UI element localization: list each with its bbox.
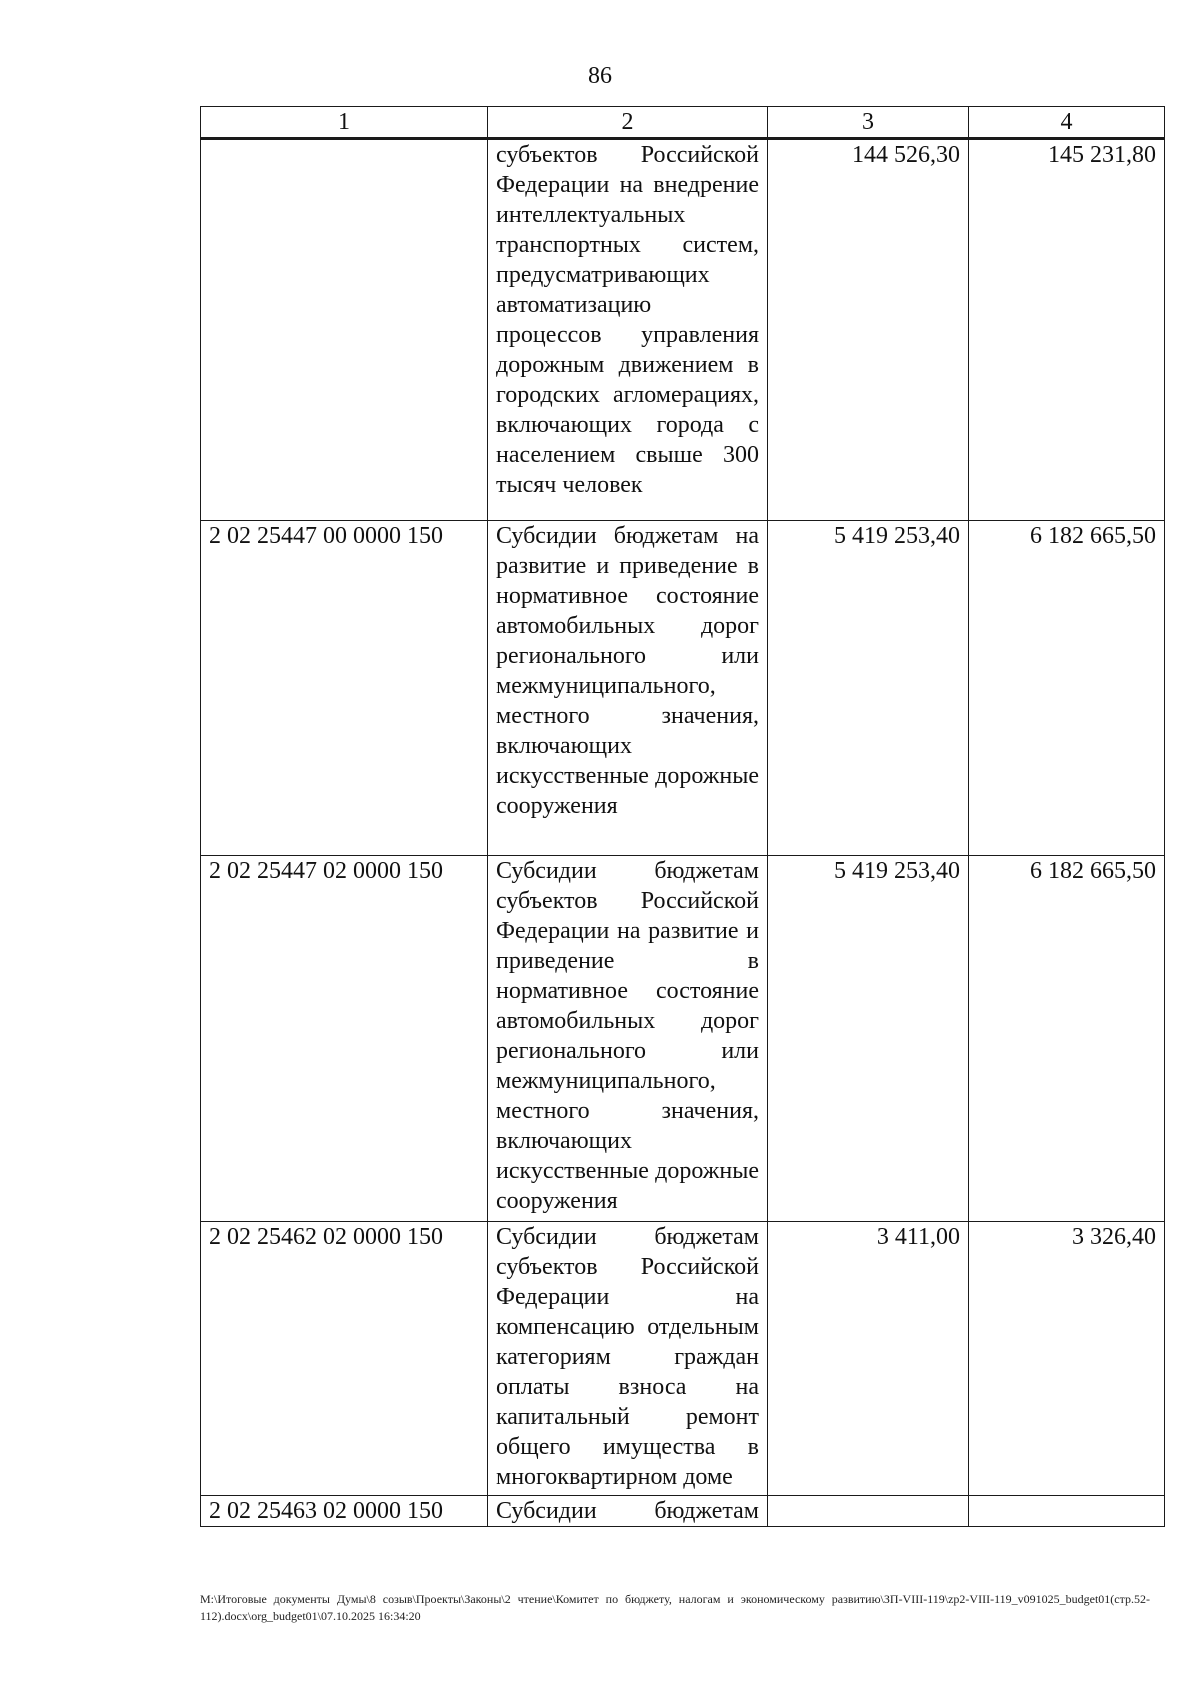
row-value-col3: 5 419 253,40	[768, 856, 969, 1222]
row-value-col4: 6 182 665,50	[969, 856, 1165, 1222]
row-value-col4	[969, 1496, 1165, 1527]
row-description: Субсидии бюджетам субъектов Российской Федерации на компенсацию отдельным категориям граждан оплаты взноса на капитальный ремонт общего имущества в многоквартирном доме	[488, 1222, 768, 1496]
row-value-col3: 3 411,00	[768, 1222, 969, 1496]
budget-table	[200, 106, 1165, 1527]
page-number: 86	[588, 63, 612, 89]
row-description: Субсидии бюджетам на развитие и приведение в нормативное состояние автомобильных дорог регионального или межмуниципального, местного значения, включающих искусственные дорожные сооружения	[488, 521, 768, 856]
row-description: Субсидии бюджетам	[488, 1496, 768, 1527]
table-header-row	[201, 107, 1165, 139]
table-row	[201, 139, 1165, 521]
row-value-col3	[768, 1496, 969, 1527]
row-code: 2 02 25462 02 0000 150	[201, 1222, 488, 1496]
footer-file-path: M:\Итоговые документы Думы\8 созыв\Проекты\Законы\2 чтение\Комитет по бюджету, налогам и экономическому развитию\ЗП-VIII-119\zp2-VIII-119_v091025_budget01(стр.52-112).docx\org_budget01\07.10.2025 16:34:20	[200, 1592, 1150, 1623]
table-row	[201, 1496, 1165, 1527]
row-code: 2 02 25463 02 0000 150	[201, 1496, 488, 1527]
table-row	[201, 1222, 1165, 1496]
row-code	[201, 139, 488, 521]
column-header-2: 2	[488, 107, 768, 139]
column-header-1: 1	[201, 107, 488, 139]
row-value-col3: 144 526,30	[768, 139, 969, 521]
row-description: субъектов Российской Федерации на внедрение интеллектуальных транспортных систем, предусматривающих автоматизацию процессов управления дорожным движением в городских агломерациях, включающих города с населением свыше 300 тысяч человек	[488, 139, 768, 521]
column-header-4: 4	[969, 107, 1165, 139]
column-header-3: 3	[768, 107, 969, 139]
row-code: 2 02 25447 02 0000 150	[201, 856, 488, 1222]
table-row	[201, 856, 1165, 1222]
row-description: Субсидии бюджетам субъектов Российской Федерации на развитие и приведение в нормативное состояние автомобильных дорог регионального или межмуниципального, местного значения, включающих искусственные дорожные сооружения	[488, 856, 768, 1222]
row-code: 2 02 25447 00 0000 150	[201, 521, 488, 856]
row-value-col4: 3 326,40	[969, 1222, 1165, 1496]
row-value-col3: 5 419 253,40	[768, 521, 969, 856]
row-value-col4: 6 182 665,50	[969, 521, 1165, 856]
row-value-col4: 145 231,80	[969, 139, 1165, 521]
table-row	[201, 521, 1165, 856]
